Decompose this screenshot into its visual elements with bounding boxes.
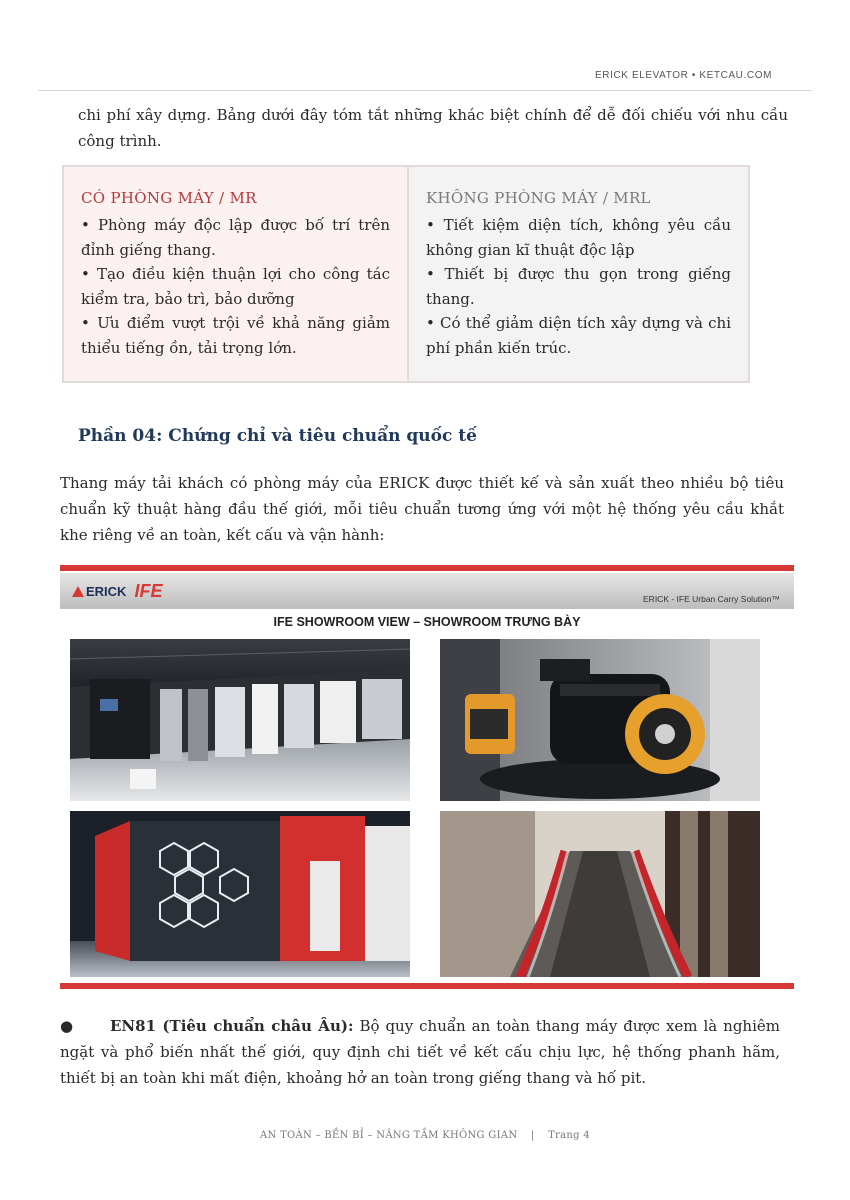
mrl-column <box>407 167 748 381</box>
mrl-title: KHÔNG PHÒNG MÁY / MRL <box>426 189 651 207</box>
banner-top-rule <box>60 565 794 571</box>
bullet-term: EN81 (Tiêu chuẩn châu Âu): <box>110 1017 354 1035</box>
erick-ife-logo <box>72 578 162 604</box>
mr-item: • Phòng máy độc lập được bố trí trên đỉnh giếng thang. <box>81 216 390 259</box>
mrl-item: • Có thể giảm diện tích xây dựng và chi phí phần kiến trúc. <box>426 314 731 357</box>
banner-bottom-rule <box>60 983 794 989</box>
bullet-text: Bộ quy chuẩn an toàn thang máy được xem là nghiêm ngặt và phổ biến nhất thế giới, quy định chi tiết về kết cấu chịu lực, hệ thống phanh hãm, thiết bị an toàn khi mất điện, khoảng hở an toàn trong giếng thang và hố pit. <box>60 1017 780 1087</box>
header-site: KETCAU.COM <box>699 70 772 81</box>
mr-item: • Ưu điểm vượt trội về khả năng giảm thiểu tiếng ồn, tải trọng lớn. <box>81 314 390 357</box>
banner-caption: IFE SHOWROOM VIEW – SHOWROOM TRƯNG BÀY <box>273 615 581 629</box>
page-footer <box>0 1130 850 1141</box>
footer-page-number: Trang 4 <box>548 1130 590 1141</box>
banner-header-bar <box>60 573 794 609</box>
banner-tagline: ERICK - IFE Urban Carry Solution™ <box>643 594 780 604</box>
en81-bullet <box>60 1013 780 1091</box>
mrl-item: • Thiết bị được thu gọn trong giếng thang. <box>426 265 731 308</box>
showroom-banner-image <box>60 565 794 993</box>
logo-erick: ERICK <box>72 584 126 599</box>
section-body: Thang máy tải khách có phòng máy của ERICK được thiết kế và sản xuất theo nhiều bộ tiêu chuẩn kỹ thuật hàng đầu thế giới, mỗi tiêu chuẩn tương ứng với một hệ thống yêu cầu khắt khe riêng về an toàn, kết cấu và vận hành: <box>60 474 784 544</box>
logo-ife: IFE <box>134 580 163 601</box>
elevator-cabin-photo <box>70 811 410 977</box>
moving-walkway-photo <box>440 811 760 977</box>
header-separator: • <box>691 70 696 81</box>
mr-title: CÓ PHÒNG MÁY / MR <box>81 189 257 207</box>
bullet-dot-icon: ● <box>60 1017 74 1035</box>
footer-separator: | <box>530 1130 535 1141</box>
section-title: Phần 04: Chứng chỉ và tiêu chuẩn quốc tế <box>78 426 477 446</box>
intro-paragraph: chi phí xây dựng. Bảng dưới đây tóm tắt những khác biệt chính để dễ đối chiếu với nhu cầu công trình. <box>78 106 788 150</box>
traction-machine-photo <box>440 639 760 801</box>
footer-slogan: AN TOÀN – BỀN BỈ – NÂNG TẦM KHÔNG GIAN <box>260 1130 518 1141</box>
mr-item: • Tạo điều kiện thuận lợi cho công tác kiểm tra, bảo trì, bảo dưỡng <box>81 265 390 308</box>
page-header <box>595 70 772 81</box>
mr-column <box>64 167 407 381</box>
comparison-table <box>62 165 750 383</box>
showroom-interior-photo <box>70 639 410 801</box>
mrl-item: • Tiết kiệm diện tích, không yêu cầu không gian kĩ thuật độc lập <box>426 216 731 259</box>
header-divider <box>38 90 812 91</box>
header-brand: ERICK ELEVATOR <box>595 70 689 81</box>
